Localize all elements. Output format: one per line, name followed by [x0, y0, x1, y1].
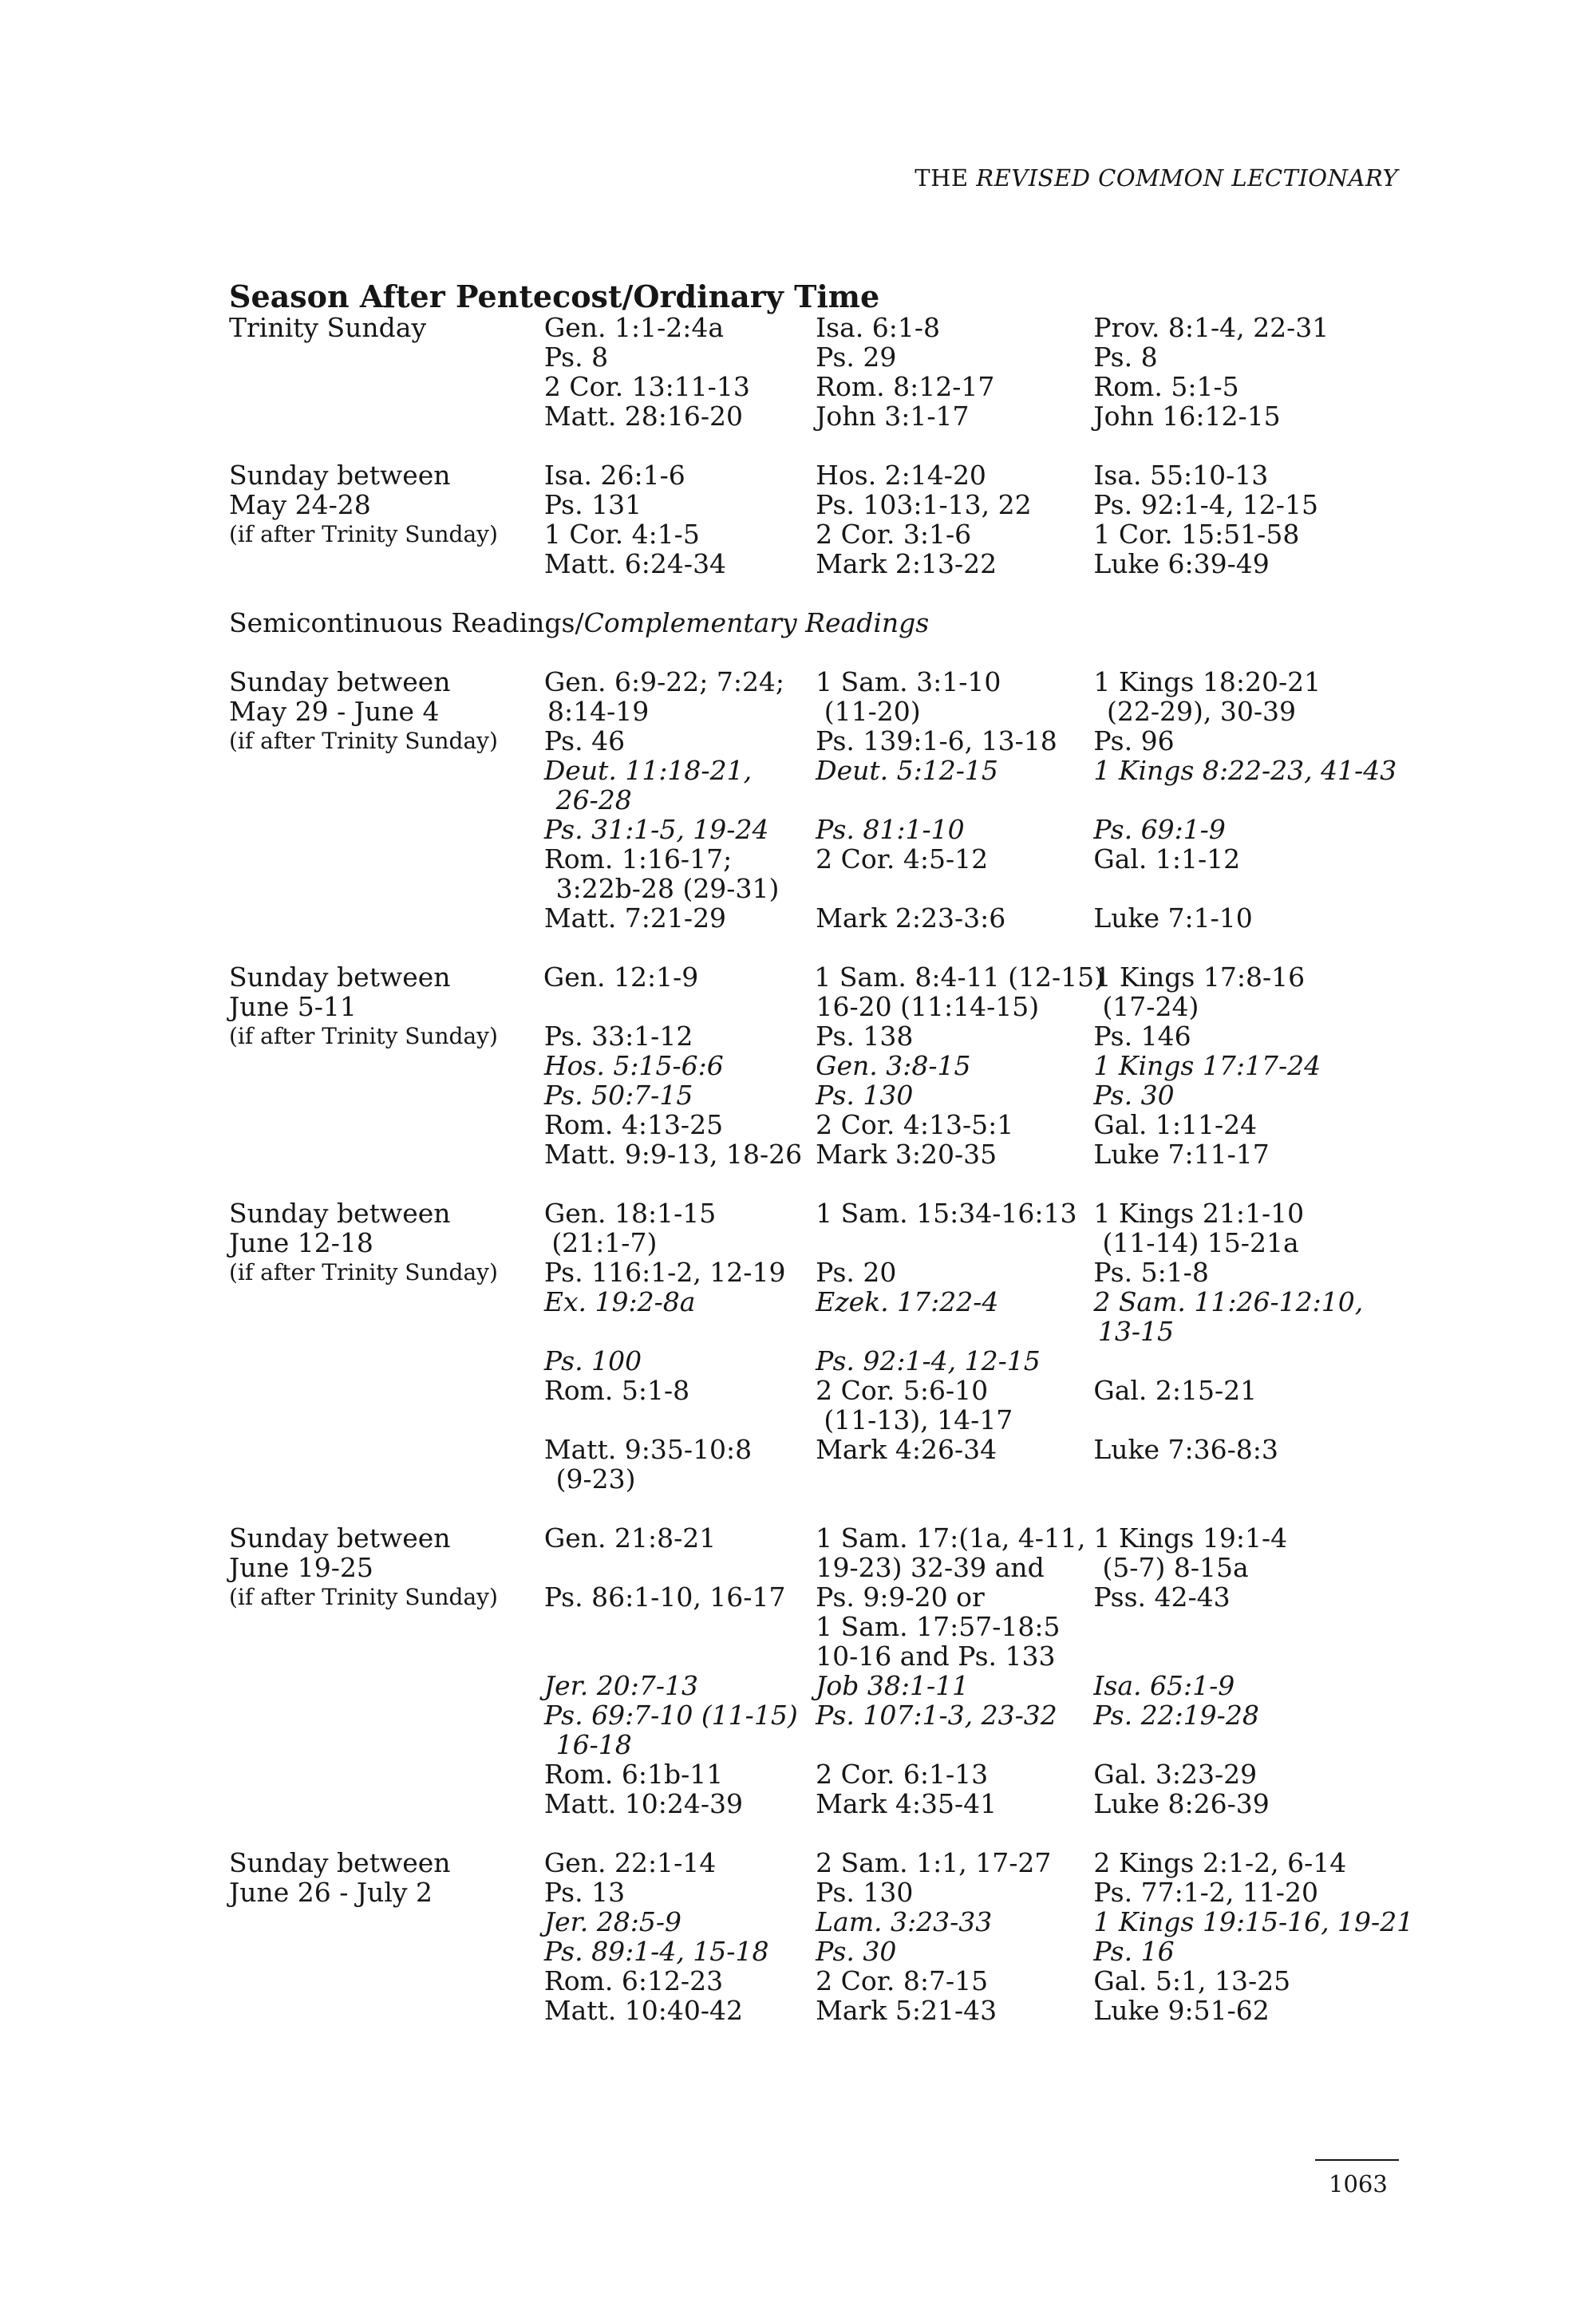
reading-cell: 1 Sam. 17:(1a, 4-11,: [816, 1522, 1086, 1554]
reading-cell: 1 Sam. 17:57-18:5: [816, 1611, 1061, 1642]
sunday-label: [229, 815, 544, 844]
sunday-label: Sunday between: [229, 460, 451, 491]
top-readings: [229, 313, 1426, 578]
mode-regular: Semicontinuous Readings/: [229, 607, 584, 638]
reading-row: [229, 1051, 1426, 1080]
reading-cell: 1 Kings 21:1-10: [1093, 1198, 1305, 1229]
reading-cell: Ps. 116:1-2, 12-19: [543, 1257, 786, 1288]
reading-row: [229, 1258, 1426, 1287]
reading-row: [229, 1907, 1426, 1937]
reading-row: [229, 1376, 1426, 1405]
reading-row: [229, 844, 1426, 874]
reading-cell: Matt. 28:16-20: [543, 401, 744, 432]
reading-cell: 2 Sam. 11:26-12:10,: [1093, 1286, 1364, 1317]
reading-row: [229, 756, 1426, 785]
reading-cell: Rom. 5:1-5: [1093, 371, 1239, 402]
sunday-label: [229, 1376, 544, 1405]
reading-row: [229, 1021, 1426, 1051]
sunday-label: [229, 1641, 544, 1671]
sunday-label: [229, 1051, 544, 1080]
reading-cell: Ps. 50:7-15: [543, 1080, 693, 1111]
reading-row: [229, 785, 1426, 815]
sunday-label: [229, 785, 540, 815]
sunday-label: [229, 1730, 540, 1759]
sunday-label: [229, 1759, 544, 1789]
reading-cell: 1 Cor. 4:1-5: [543, 519, 700, 550]
reading-cell: Prov. 8:1-4, 22-31: [1093, 312, 1329, 343]
reading-cell: Ps. 5:1-8: [1093, 1257, 1209, 1288]
reading-cell: 1 Kings 17:8-16: [1094, 962, 1306, 993]
sunday-label: Sunday between: [229, 666, 451, 697]
readings-mode-line: [229, 608, 1426, 638]
reading-row: [229, 1789, 1426, 1818]
reading-row: [229, 1553, 1426, 1582]
reading-cell: Gal. 1:1-12: [1093, 843, 1241, 875]
reading-cell: [824, 1730, 1098, 1759]
reading-cell: (5-7) 8-15a: [1102, 1552, 1249, 1583]
reading-row: [229, 342, 1426, 372]
reading-block: [229, 313, 1426, 431]
reading-cell: Mark 4:26-34: [816, 1434, 998, 1465]
reading-cell: Rom. 6:12-23: [543, 1965, 724, 1996]
reading-cell: [1098, 874, 1426, 903]
reading-cell: Ps. 9:9-20 or: [816, 1581, 985, 1613]
reading-cell: Job 38:1-11: [816, 1670, 970, 1701]
reading-cell: [544, 1612, 816, 1641]
reading-cell: [1093, 1346, 1426, 1376]
reading-row: [229, 1996, 1426, 2025]
reading-row: [229, 1198, 1426, 1228]
reading-cell: [816, 1228, 1087, 1258]
reading-cell: Ps. 20: [816, 1257, 897, 1288]
reading-cell: Mark 2:13-22: [816, 548, 998, 579]
reading-cell: Ps. 139:1-6, 13-18: [816, 725, 1057, 756]
reading-cell: Luke 9:51-62: [1093, 1995, 1270, 2026]
reading-cell: Ps. 92:1-4, 12-15: [1093, 489, 1318, 520]
sunday-label: May 29 - June 4: [229, 696, 440, 727]
sunday-label: [229, 1612, 544, 1641]
reading-cell: Ps. 22:19-28: [1093, 1700, 1259, 1731]
reading-cell: Isa. 55:10-13: [1093, 460, 1269, 491]
reading-cell: Ex. 19:2-8a: [543, 1286, 696, 1317]
reading-cell: 1 Kings 18:20-21: [1093, 666, 1321, 697]
mode-italic: Complementary Readings: [583, 607, 930, 638]
reading-cell: Gen. 22:1-14: [543, 1847, 717, 1878]
reading-cell: [1093, 1641, 1426, 1671]
reading-cell: Lam. 3:23-33: [816, 1906, 993, 1937]
reading-cell: 19-23) 32-39 and: [816, 1552, 1045, 1583]
reading-cell: Gen. 18:1-15: [543, 1198, 717, 1229]
reading-cell: 1 Kings 17:17-24: [1093, 1050, 1321, 1081]
reading-row: [229, 549, 1426, 578]
reading-cell: 1 Kings 8:22-23, 41-43: [1093, 755, 1397, 786]
reading-cell: Ps. 30: [816, 1936, 897, 1967]
reading-cell: Luke 7:11-17: [1093, 1139, 1270, 1170]
sunday-label: Sunday between: [229, 1522, 451, 1554]
reading-cell: Matt. 6:24-34: [543, 548, 727, 579]
reading-cell: Matt. 7:21-29: [543, 902, 727, 934]
sunday-label: [229, 342, 544, 372]
reading-cell: (9-23): [555, 1463, 636, 1495]
reading-cell: 10-16 and Ps. 133: [816, 1641, 1056, 1672]
reading-row: [229, 1612, 1426, 1641]
sunday-label: [229, 1139, 544, 1169]
sunday-label: [229, 1937, 544, 1966]
reading-row: [229, 1641, 1426, 1671]
sunday-label: [229, 1405, 540, 1435]
reading-row: [229, 1759, 1426, 1789]
sunday-label: (if after Trinity Sunday): [229, 521, 498, 547]
reading-cell: Gal. 1:11-24: [1093, 1109, 1258, 1140]
reading-cell: 2 Kings 2:1-2, 6-14: [1093, 1847, 1347, 1878]
reading-row: [229, 1405, 1426, 1435]
reading-cell: Ps. 31:1-5, 19-24: [543, 814, 769, 845]
reading-cell: 1 Cor. 15:51-58: [1093, 519, 1300, 550]
semicontinuous-readings: [229, 667, 1426, 2025]
sunday-label: [229, 756, 544, 785]
reading-cell: [824, 785, 1098, 815]
page-number: 1063: [1329, 2170, 1388, 2198]
reading-cell: Ps. 130: [816, 1080, 914, 1111]
reading-cell: Ezek. 17:22-4: [816, 1286, 999, 1317]
reading-row: [229, 1848, 1426, 1878]
reading-cell: [824, 874, 1098, 903]
reading-row: [229, 1966, 1426, 1996]
reading-cell: Gen. 6:9-22; 7:24;: [543, 666, 785, 697]
reading-row: [229, 1937, 1426, 1966]
sunday-label: [229, 1789, 544, 1818]
sunday-label: Sunday between: [229, 962, 451, 993]
reading-cell: Ps. 86:1-10, 16-17: [543, 1581, 786, 1613]
reading-cell: Ps. 29: [816, 342, 897, 373]
reading-row: [229, 1228, 1426, 1258]
reading-row: [229, 313, 1426, 342]
sunday-label: Trinity Sunday: [229, 312, 427, 343]
reading-cell: 2 Cor. 13:11-13: [543, 371, 750, 402]
reading-cell: Gen. 1:1-2:4a: [543, 312, 725, 343]
reading-cell: Jer. 28:5-9: [543, 1906, 681, 1937]
reading-cell: Gal. 5:1, 13-25: [1093, 1965, 1291, 1996]
reading-cell: [1098, 1464, 1426, 1494]
reading-row: [229, 962, 1426, 992]
reading-cell: Luke 8:26-39: [1093, 1788, 1270, 1819]
reading-cell: [535, 1553, 800, 1582]
sunday-label: Sunday between: [229, 1198, 451, 1229]
reading-row: [229, 903, 1426, 933]
reading-row: [229, 1464, 1426, 1494]
reading-cell: Mark 2:23-3:6: [816, 902, 1006, 934]
sunday-label: June 12-18: [229, 1227, 373, 1258]
reading-cell: [1093, 1612, 1426, 1641]
sunday-label: [229, 874, 540, 903]
sunday-label: (if after Trinity Sunday): [229, 728, 498, 754]
reading-cell: 2 Cor. 4:5-12: [816, 843, 989, 875]
page-number-rule: [1315, 2159, 1399, 2161]
reading-cell: Luke 7:1-10: [1093, 902, 1253, 934]
reading-cell: 2 Cor. 5:6-10: [816, 1375, 989, 1406]
reading-cell: Ps. 146: [1093, 1021, 1191, 1052]
reading-row: [229, 815, 1426, 844]
reading-cell: 26-28: [555, 784, 632, 815]
reading-row: [229, 992, 1426, 1021]
sunday-label: May 24-28: [229, 489, 371, 520]
reading-cell: Ps. 107:1-3, 23-32: [816, 1700, 1057, 1731]
reading-cell: 2 Cor. 3:1-6: [816, 519, 972, 550]
sunday-label: (if after Trinity Sunday): [229, 1023, 498, 1049]
reading-cell: 16-20 (11:14-15): [816, 991, 1040, 1022]
reading-row: [229, 1700, 1426, 1730]
reading-cell: Ps. 13: [543, 1877, 626, 1908]
sunday-label: [229, 903, 544, 933]
reading-block: [229, 962, 1426, 1169]
reading-cell: Ps. 96: [1093, 725, 1175, 756]
reading-cell: John 3:1-17: [816, 401, 970, 432]
reading-cell: Gen. 21:8-21: [543, 1522, 717, 1554]
reading-cell: 2 Sam. 1:1, 17-27: [816, 1847, 1052, 1878]
reading-row: [229, 1139, 1426, 1169]
sunday-label: [229, 1907, 544, 1937]
reading-cell: Ps. 8: [543, 342, 609, 373]
sunday-label: [229, 1435, 544, 1464]
reading-cell: (11-13), 14-17: [824, 1404, 1013, 1435]
reading-cell: Matt. 10:24-39: [543, 1788, 744, 1819]
reading-cell: Ps. 92:1-4, 12-15: [816, 1345, 1041, 1376]
reading-cell: [540, 1405, 808, 1435]
reading-cell: Ps. 69:7-10 (11-15): [543, 1700, 798, 1731]
reading-cell: 2 Cor. 8:7-15: [816, 1965, 989, 1996]
reading-cell: Mark 4:35-41: [816, 1788, 998, 1819]
sunday-label: [229, 1966, 544, 1996]
running-head-title: REVISED COMMON LECTIONARY: [976, 164, 1398, 192]
sunday-label: June 19-25: [229, 1552, 373, 1583]
reading-cell: Ps. 77:1-2, 11-20: [1093, 1877, 1318, 1908]
reading-cell: Ps. 30: [1093, 1080, 1175, 1111]
reading-cell: [1098, 1730, 1426, 1759]
reading-cell: (11-14) 15-21a: [1102, 1227, 1299, 1258]
sunday-label: [229, 1996, 544, 2025]
reading-cell: Ps. 46: [543, 725, 626, 756]
reading-cell: Matt. 9:9-13, 18-26: [543, 1139, 803, 1170]
reading-cell: Ps. 89:1-4, 15-18: [543, 1936, 769, 1967]
reading-cell: Mark 3:20-35: [816, 1139, 998, 1170]
sunday-label: [229, 1080, 544, 1110]
reading-cell: Deut. 5:12-15: [816, 755, 998, 786]
reading-cell: Gal. 2:15-21: [1093, 1375, 1258, 1406]
reading-block: [229, 1848, 1426, 2025]
reading-cell: Rom. 8:12-17: [816, 371, 995, 402]
reading-row: [229, 874, 1426, 903]
reading-cell: 13-15: [1097, 1316, 1175, 1347]
reading-row: [229, 1287, 1426, 1317]
reading-cell: 3:22b-28 (29-31): [555, 873, 780, 904]
reading-cell: Ps. 69:1-9: [1093, 814, 1226, 845]
reading-cell: 1 Sam. 15:34-16:13: [816, 1198, 1077, 1229]
reading-row: [229, 1523, 1426, 1553]
reading-cell: (22-29), 30-39: [1107, 696, 1296, 727]
running-head-prefix: THE: [915, 164, 969, 192]
reading-row: [229, 490, 1426, 519]
reading-cell: Ps. 8: [1093, 342, 1158, 373]
reading-row: [229, 460, 1426, 490]
reading-row: [229, 372, 1426, 401]
reading-cell: (11-20): [824, 696, 921, 727]
reading-row: [229, 1582, 1426, 1612]
reading-row: [229, 1435, 1426, 1464]
reading-block: [229, 1198, 1426, 1494]
reading-row: [229, 1080, 1426, 1110]
running-head: [915, 164, 1398, 192]
sunday-label: [229, 1317, 540, 1346]
sunday-label: (if after Trinity Sunday): [229, 1259, 498, 1285]
reading-cell: 1 Sam. 8:4-11 (12-15): [814, 962, 1105, 993]
reading-row: [229, 1730, 1426, 1759]
sunday-label: [229, 844, 544, 874]
sunday-label: [229, 372, 544, 401]
reading-row: [229, 667, 1426, 697]
reading-row: [229, 697, 1426, 726]
reading-cell: Ps. 131: [543, 489, 642, 520]
reading-cell: (21:1-7): [551, 1227, 658, 1258]
reading-cell: [824, 1464, 1098, 1494]
reading-block: [229, 1523, 1426, 1818]
sunday-label: [229, 549, 544, 578]
reading-cell: Ps. 103:1-13, 22: [816, 489, 1032, 520]
reading-row: [229, 1878, 1426, 1907]
reading-cell: Luke 7:36-8:3: [1093, 1434, 1278, 1465]
reading-block: [229, 460, 1426, 578]
reading-row: [229, 1346, 1426, 1376]
reading-cell: Hos. 5:15-6:6: [543, 1050, 724, 1081]
sunday-label: June 26 - July 2: [229, 1877, 433, 1908]
reading-cell: Jer. 20:7-13: [543, 1670, 698, 1701]
sunday-label: [229, 1464, 540, 1494]
reading-cell: Rom. 5:1-8: [543, 1375, 690, 1406]
reading-cell: Deut. 11:18-21,: [543, 755, 753, 786]
reading-cell: (17-24): [1102, 991, 1199, 1022]
reading-cell: 1 Sam. 3:1-10: [816, 666, 1001, 697]
reading-cell: [544, 1641, 816, 1671]
reading-cell: John 16:12-15: [1093, 401, 1281, 432]
lectionary-content: [229, 278, 1426, 2026]
section-title: Season After Pentecost/Ordinary Time: [229, 278, 880, 314]
reading-block: [229, 667, 1426, 933]
reading-cell: [808, 1317, 1082, 1346]
reading-row: [229, 1110, 1426, 1139]
reading-cell: Ps. 130: [816, 1877, 914, 1908]
reading-cell: 8:14-19: [547, 696, 650, 727]
reading-cell: Isa. 65:1-9: [1093, 1670, 1235, 1701]
reading-cell: Luke 6:39-49: [1093, 548, 1270, 579]
sunday-label: June 5-11: [229, 991, 357, 1022]
reading-cell: Matt. 9:35-10:8: [543, 1434, 753, 1465]
sunday-label: [229, 1287, 544, 1317]
reading-cell: Gen. 3:8-15: [816, 1050, 971, 1081]
reading-cell: [1098, 1405, 1426, 1435]
reading-cell: Ps. 81:1-10: [816, 814, 965, 845]
reading-cell: Gal. 3:23-29: [1093, 1759, 1258, 1790]
reading-cell: 2 Cor. 6:1-13: [816, 1759, 989, 1790]
reading-cell: Ps. 138: [816, 1021, 914, 1052]
reading-cell: Mark 5:21-43: [816, 1995, 998, 2026]
sunday-label: [229, 1700, 544, 1730]
reading-cell: [540, 1317, 808, 1346]
reading-cell: Rom. 1:16-17;: [543, 843, 733, 875]
reading-cell: Isa. 26:1-6: [543, 460, 685, 491]
sunday-label: Sunday between: [229, 1847, 451, 1878]
reading-row: [229, 1317, 1426, 1346]
reading-cell: Ps. 16: [1093, 1936, 1175, 1967]
reading-cell: 1 Kings 19:1-4: [1093, 1522, 1288, 1554]
reading-cell: Ps. 100: [543, 1345, 642, 1376]
reading-cell: Pss. 42-43: [1093, 1581, 1231, 1613]
reading-cell: Isa. 6:1-8: [816, 312, 941, 343]
reading-cell: 16-18: [555, 1729, 632, 1760]
sunday-label: [229, 401, 544, 431]
reading-row: [229, 519, 1426, 549]
reading-cell: Matt. 10:40-42: [543, 1995, 744, 2026]
reading-row: [229, 726, 1426, 756]
reading-cell: Gen. 12:1-9: [543, 962, 699, 993]
reading-cell: 2 Cor. 4:13-5:1: [816, 1109, 1014, 1140]
sunday-label: [229, 1346, 544, 1376]
reading-cell: 1 Kings 19:15-16, 19-21: [1093, 1906, 1414, 1937]
reading-row: [229, 1671, 1426, 1700]
reading-cell: [535, 992, 800, 1021]
reading-cell: [1098, 785, 1426, 815]
sunday-label: (if after Trinity Sunday): [229, 1584, 498, 1610]
reading-cell: Hos. 2:14-20: [816, 460, 986, 491]
reading-cell: Rom. 4:13-25: [543, 1109, 724, 1140]
reading-cell: Rom. 6:1b-11: [543, 1759, 724, 1790]
sunday-label: [229, 1110, 544, 1139]
sunday-label: [229, 1671, 544, 1700]
reading-cell: Ps. 33:1-12: [543, 1021, 693, 1052]
reading-row: [229, 401, 1426, 431]
